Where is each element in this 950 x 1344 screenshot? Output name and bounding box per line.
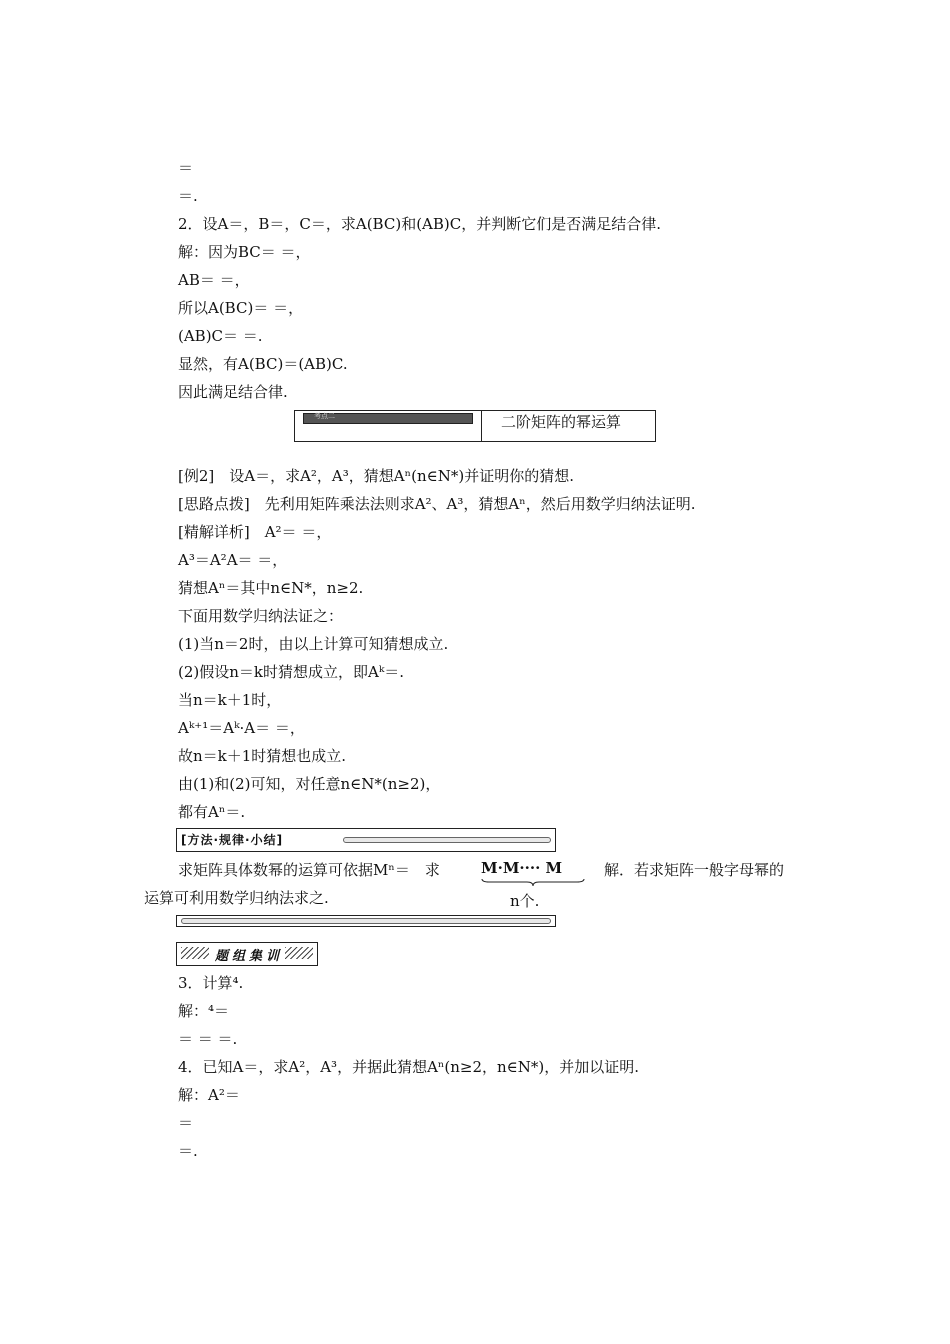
exercise-4-step: ＝. xyxy=(178,1142,198,1160)
exercise-4-step: ＝ xyxy=(178,1114,194,1132)
hatch-decoration xyxy=(285,947,313,959)
method-text: 运算可利用数学归纳法求之. xyxy=(144,889,329,907)
example-step: (2)假设n＝k时猜想成立，即Aᵏ＝. xyxy=(178,663,405,681)
exercise-4-step: 解：A²＝ xyxy=(178,1086,240,1104)
section-tag-label: 考点二 xyxy=(314,412,335,420)
decorative-bar xyxy=(343,837,551,843)
exercise-4-question: 4．已知A＝，求A²，A³，并据此猜想Aⁿ(n≥2，n∈N*)，并加以证明. xyxy=(178,1058,640,1076)
exercise-2-step: 所以A(BC)＝ ＝， xyxy=(178,299,304,317)
example-step: 当n＝k＋1时， xyxy=(178,691,282,709)
decorative-bar xyxy=(181,918,551,924)
example-step: A³＝A²A＝ ＝， xyxy=(178,551,288,569)
hatch-decoration xyxy=(181,947,209,959)
section-tag xyxy=(303,413,473,424)
drill-header xyxy=(176,942,318,966)
example-step: Aᵏ⁺¹＝Aᵏ·A＝ ＝， xyxy=(178,719,305,737)
method-summary-label: [方法·规律·小结] xyxy=(181,833,284,847)
exercise-3-step: 解：⁴＝ xyxy=(178,1002,230,1020)
example-question: [例2] 设A＝，求A²，A³，猜想Aⁿ(n∈N*)并证明你的猜想. xyxy=(178,467,574,485)
matrix-product: M·M···· M xyxy=(481,859,563,877)
factor-count: n个. xyxy=(510,892,540,910)
section-heading-box xyxy=(294,410,656,442)
text-line: ＝ xyxy=(178,159,194,177)
example-step: (1)当n＝2时，由以上计算可知猜想成立. xyxy=(178,635,449,653)
exercise-2-step: AB＝ ＝， xyxy=(178,271,250,289)
underbrace-icon xyxy=(481,878,585,886)
method-summary-header xyxy=(176,828,556,852)
example-step: 下面用数学归纳法证之： xyxy=(178,607,344,625)
text-line: ＝. xyxy=(178,187,198,205)
method-text: 求矩阵具体数幂的运算可依据Mⁿ＝ 求 xyxy=(178,861,440,879)
exercise-2-step: 因此满足结合律. xyxy=(178,383,288,401)
example-step: 猜想Aⁿ＝其中n∈N*，n≥2. xyxy=(178,579,364,597)
exercise-2-step: 显然，有A(BC)＝(AB)C. xyxy=(178,355,348,373)
drill-label: 题组集训 xyxy=(215,949,284,964)
example-step: 由(1)和(2)可知，对任意n∈N*(n≥2)， xyxy=(178,775,441,793)
exercise-3-step: ＝ ＝ ＝. xyxy=(178,1030,238,1048)
example-step: 都有Aⁿ＝. xyxy=(178,803,246,821)
example-step: [精解详析] A²＝ ＝， xyxy=(178,523,332,541)
example-hint: [思路点拨] 先利用矩阵乘法法则求A²、A³，猜想Aⁿ，然后用数学归纳法证明. xyxy=(178,495,696,513)
method-text: 解．若求矩阵一般字母幂的 xyxy=(604,861,785,879)
example-step: 故n＝k＋1时猜想也成立. xyxy=(178,747,347,765)
exercise-2-question: 2．设A＝，B＝，C＝，求A(BC)和(AB)C，并判断它们是否满足结合律. xyxy=(178,215,661,233)
section-title: 二阶矩阵的幂运算 xyxy=(501,413,622,431)
method-summary-footer xyxy=(176,915,556,927)
section-tag-area xyxy=(295,411,482,441)
exercise-2-step: (AB)C＝ ＝. xyxy=(178,327,263,345)
exercise-3-question: 3．计算⁴. xyxy=(178,974,244,992)
exercise-2-step: 解：因为BC＝ ＝， xyxy=(178,243,311,261)
